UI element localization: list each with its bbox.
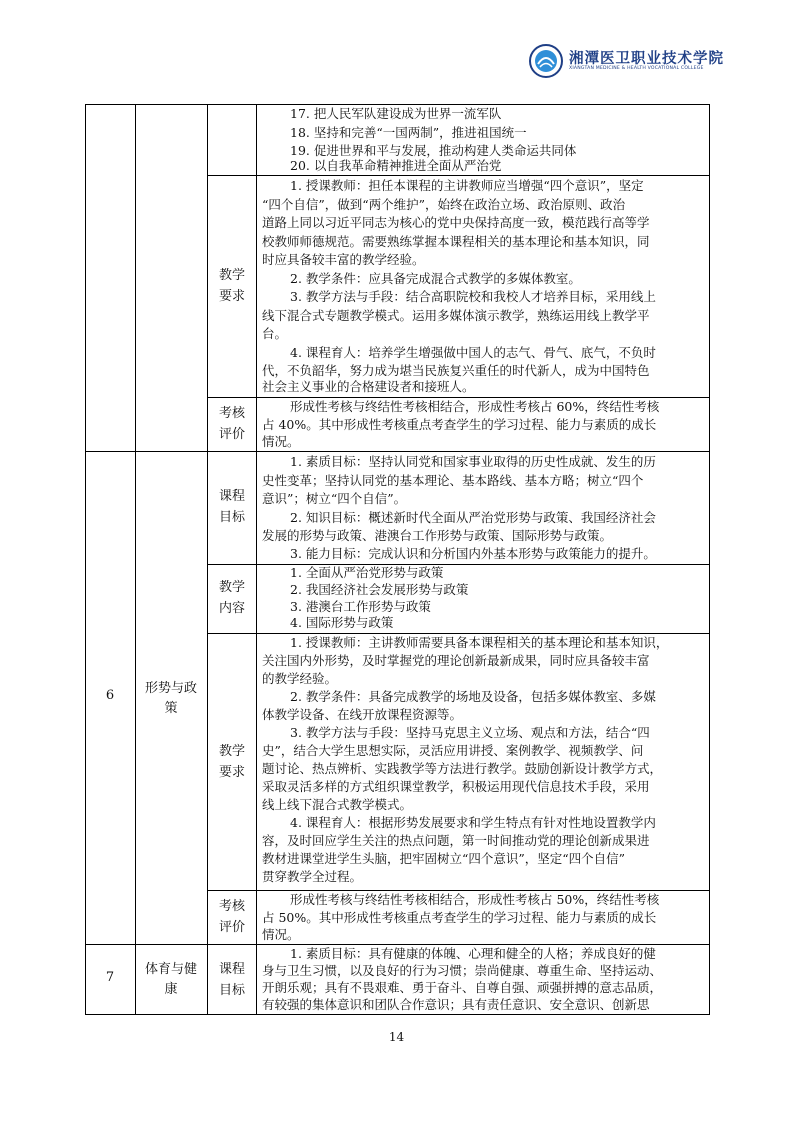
eval-line: 占 40%。其中形成性考核重点考查学生的学习过程、能力与素质的成长: [262, 417, 657, 432]
goal-line: 有较强的集体意识和团队合作意识；具有责任意识、安全意识、创新思: [262, 997, 650, 1012]
eval-line: 情况。: [262, 927, 300, 942]
course-goals-label: 课程 目标: [218, 489, 245, 525]
evaluation-label: 考核 评价: [218, 899, 245, 935]
goal-line: 3. 能力目标：完成认识和分析国内外基本形势与政策能力的提升。: [290, 546, 656, 561]
req-line: 4. 课程育人：培养学生增强做中国人的志气、骨气、底气，不负时: [290, 344, 656, 360]
req-line: 采取灵活多样的方式组织课堂教学，积极运用现代信息技术手段，采用: [262, 779, 650, 794]
logo-english-name: XIANGTAN MEDICINE & HEALTH VOCATIONAL COLLEGE: [569, 66, 704, 71]
teaching-requirements-label: 教学 要求: [218, 744, 245, 780]
eval-line: 形成性考核与终结性考核相结合，形成性考核占 50%，终结性考核: [290, 892, 660, 907]
req-line: 体教学设备、在线开放课程资源等。: [262, 707, 463, 722]
req-line: 1. 授课教师：担任本课程的主讲教师应当增强“四个意识”，坚定: [290, 178, 644, 193]
req-line: 时应具备较丰富的教学经验。: [262, 252, 425, 267]
goal-line: 发展的形势与政策、港澳台工作形势与政策、国际形势与政策。: [262, 528, 613, 543]
req-line: 线上线下混合式教学模式。: [262, 797, 413, 812]
teaching-requirements-label: 教学 要求: [218, 268, 245, 304]
page-number: 14: [388, 1030, 405, 1044]
goal-line: 1. 素质目标：具有健康的体魄、心理和健全的人格；养成良好的健: [290, 946, 656, 961]
content-item: 17. 把人民军队建设成为世界一流军队: [290, 106, 502, 121]
req-line: 题讨论、热点辨析、实践教学等方法进行教学。鼓励创新设计教学方式，: [262, 761, 663, 776]
eval-line: 占 50%。其中形成性考核重点考查学生的学习过程、能力与素质的成长: [262, 910, 657, 925]
content-item: 18. 坚持和完善“一国两制”，推进祖国统一: [290, 124, 527, 140]
req-line: 线下混合式专题教学模式。运用多媒体演示教学，熟练运用线上教学平: [262, 307, 650, 323]
req-line: 史”，结合大学生思想实际，灵活应用讲授、案例教学、视频教学、问: [262, 743, 644, 758]
eval-line: 形成性考核与终结性考核相结合，形成性考核占 60%，终结性考核: [290, 399, 660, 414]
req-line: 3. 教学方法与手段：坚持马克思主义立场、观点和方法，结合“四: [290, 725, 650, 740]
req-line: “四个自信”，做到“两个维护”，始终在政治立场、政治原则、政治: [262, 196, 626, 212]
goal-line: 1. 素质目标：坚持认同党和国家事业取得的历史性成就、发生的历: [290, 454, 656, 469]
req-line: 教材进课堂进学生头脑，把牢固树立“四个意识”，坚定“四个自信”: [262, 851, 626, 866]
req-line: 的教学经验。: [262, 671, 338, 686]
college-logo: [529, 44, 724, 80]
course-goals-label: 课程 目标: [218, 962, 245, 998]
eval-line: 情况。: [262, 434, 300, 449]
req-line: 容，及时回应学生关注的热点问题，第一时间推动党的理论创新成果进: [262, 833, 650, 848]
content-item: 1. 全面从严治党形势与政策: [290, 565, 444, 580]
req-line: 道路上同以习近平同志为核心的党中央保持高度一致，模范践行高等学: [262, 215, 650, 230]
goal-line: 2. 知识目标：概述新时代全面从严治党形势与政策、我国经济社会: [290, 509, 656, 525]
row-number: 7: [105, 970, 115, 985]
content-item: 2. 我国经济社会发展形势与政策: [290, 582, 469, 597]
req-line: 3. 教学方法与手段：结合高职院校和我校人才培养目标，采用线上: [290, 289, 656, 304]
req-line: 2. 教学条件：应具备完成混合式教学的多媒体教室。: [290, 270, 581, 286]
content-item: 4. 国际形势与政策: [290, 615, 394, 630]
content-item: 20. 以自我革命精神推进全面从严治党: [290, 158, 502, 173]
req-line: 4. 课程育人：根据形势发展要求和学生特点有针对性地设置教学内: [290, 815, 656, 830]
goal-line: 开朗乐观；具有不畏艰难、勇于奋斗、自尊自强、顽强拼搏的意志品质，: [262, 980, 663, 995]
row-number: 6: [105, 688, 115, 703]
goal-line: 身与卫生习惯，以及良好的行为习惯；崇尚健康、尊重生命、坚持运动、: [262, 963, 663, 978]
goal-line: 意识”；树立“四个自信”。: [262, 491, 407, 506]
course-name: 体育与健 康: [144, 962, 197, 997]
req-line: 关注国内外形势，及时掌握党的理论创新最新成果，同时应具备较丰富: [262, 653, 650, 668]
req-line: 社会主义事业的合格建设者和接班人。: [262, 379, 475, 394]
content-item: 19. 促进世界和平与发展，推动构建人类命运共同体: [290, 143, 577, 158]
req-line: 校教师师德规范。需要熟练掌握本课程相关的基本理论和基本知识，同: [262, 233, 650, 249]
req-line: 贯穿教学全过程。: [262, 869, 363, 884]
college-emblem-icon: [529, 44, 563, 78]
req-line: 2. 教学条件：具备完成教学的场地及设备，包括多媒体教室、多媒: [290, 689, 656, 704]
goal-line: 史性变革；坚持认同党的基本理论、基本路线、基本方略；树立“四个: [262, 472, 644, 488]
course-name: 形势与政 策: [144, 681, 197, 716]
logo-chinese-name: 湘潭医卫职业技术学院: [569, 51, 724, 67]
req-line: 台。: [262, 326, 288, 341]
req-line: 代，不负韶华，努力成为堪当民族复兴重任的时代新人，成为中国特色: [262, 363, 650, 378]
teaching-content-label: 教学 内容: [218, 580, 245, 616]
evaluation-label: 考核 评价: [218, 406, 245, 442]
content-item: 3. 港澳台工作形势与政策: [290, 599, 431, 614]
req-line: 1. 授课教师：主讲教师需要具备本课程相关的基本理论和基本知识，: [290, 635, 669, 650]
